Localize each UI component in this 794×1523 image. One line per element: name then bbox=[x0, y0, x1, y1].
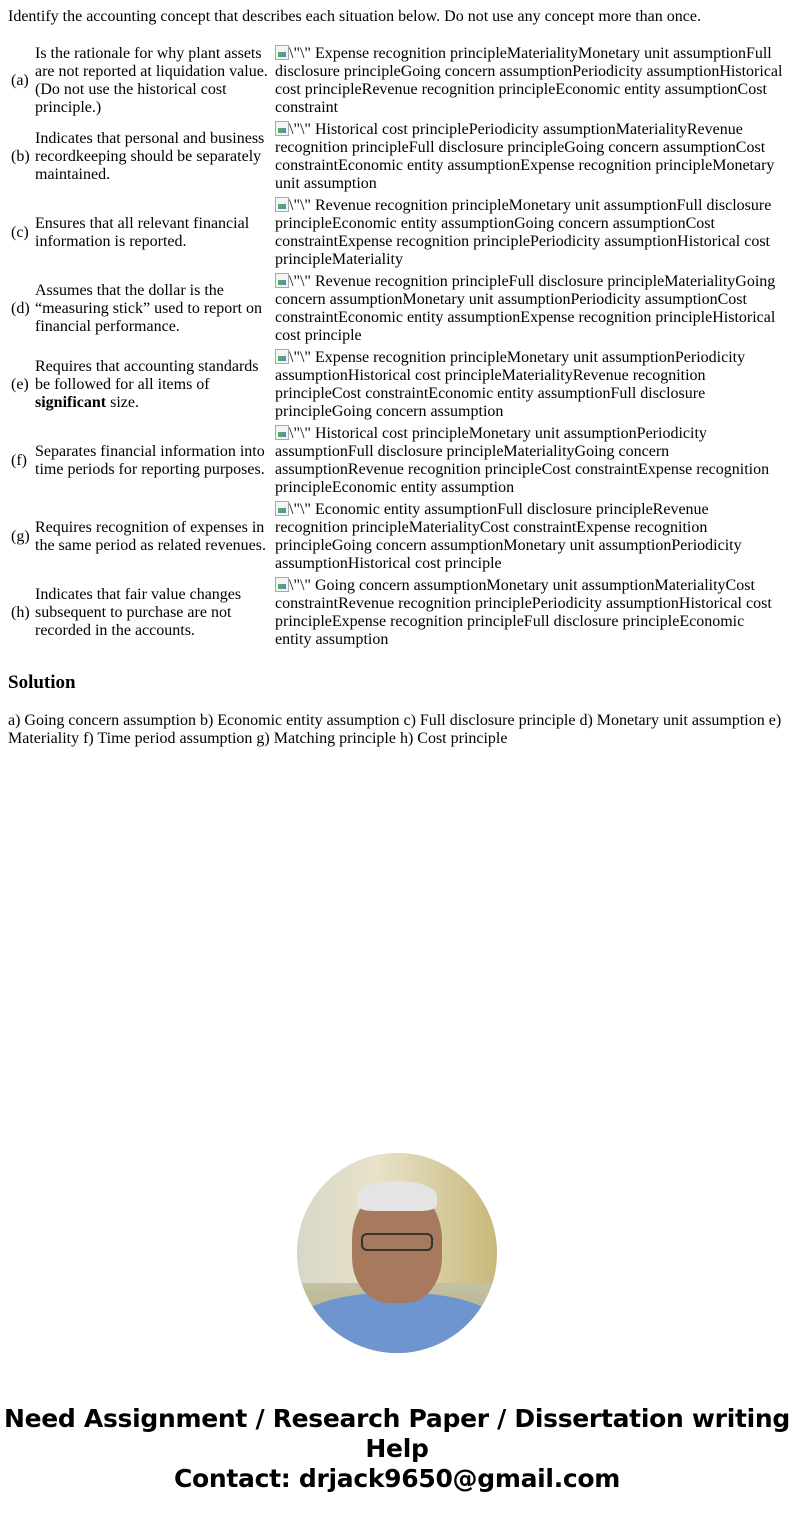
row-label: (b) bbox=[11, 148, 30, 165]
footer-help-text: Need Assignment / Research Paper / Dissertation writing Help bbox=[4, 1404, 790, 1463]
row-label: (f) bbox=[11, 452, 27, 469]
options-text: Historical cost principlePeriodicity assumptionMaterialityRevenue recognition principleFull disclosure principleGoing concern assumptionCost constraintEconomic entity assumptionExpense recognition principleMonetary unit assumption bbox=[275, 121, 775, 192]
broken-image-icon bbox=[275, 121, 289, 136]
question-text: Requires recognition of expenses in the same period as related revenues. bbox=[35, 519, 267, 554]
broken-image-alt: \"\" bbox=[289, 45, 311, 62]
question-row bbox=[10, 44, 784, 118]
question-table bbox=[8, 42, 786, 652]
concept-options[interactable] bbox=[274, 272, 784, 346]
concept-options[interactable] bbox=[274, 44, 784, 118]
broken-image-alt: \"\" bbox=[289, 501, 311, 518]
broken-image-icon bbox=[275, 577, 289, 592]
question-row bbox=[10, 424, 784, 498]
question-text: Indicates that fair value changes subsequent to purchase are not recorded in the accounts. bbox=[35, 586, 242, 639]
glasses-icon bbox=[361, 1233, 433, 1251]
question-text: Is the rationale for why plant assets are not reported at liquidation value. (Do not use the historical cost principle.) bbox=[35, 45, 268, 116]
question-row bbox=[10, 272, 784, 346]
question-row bbox=[10, 120, 784, 194]
concept-options[interactable] bbox=[274, 424, 784, 498]
question-text: Indicates that personal and business recordkeeping should be separately maintained. bbox=[35, 130, 265, 183]
question-part: Requires that accounting standards be followed for all items of bbox=[35, 358, 259, 393]
broken-image-alt: \"\" bbox=[289, 349, 311, 366]
concept-options[interactable] bbox=[274, 500, 784, 574]
options-text: Expense recognition principleMateriality​Monetary unit assumptionFull disclosure principleGoing concern assumptionPeriodicity assumptionHistorical cost principleRevenue recognition principleEconomic entity assumptionCost constraint bbox=[275, 45, 783, 116]
broken-image-icon bbox=[275, 197, 289, 212]
author-avatar bbox=[297, 1153, 497, 1353]
contact-banner bbox=[0, 1404, 794, 1494]
question-row bbox=[10, 348, 784, 422]
broken-image-icon bbox=[275, 273, 289, 288]
question-emphasis: significant bbox=[35, 394, 107, 411]
question-row bbox=[10, 576, 784, 650]
broken-image-icon bbox=[275, 501, 289, 516]
question-text bbox=[34, 348, 272, 422]
row-label: (h) bbox=[11, 604, 30, 621]
question-text: Assumes that the dollar is the “measuring stick” used to report on financial performance. bbox=[35, 282, 263, 335]
options-text: Revenue recognition principleFull disclosure principleMaterialityGoing concern assumptionMonetary unit assumptionPeriodicity assumptionCost constraintEconomic entity assumptionExpense recognition principleHistorical cost principle bbox=[275, 273, 776, 344]
broken-image-alt: \"\" bbox=[289, 577, 311, 594]
row-label: (c) bbox=[11, 224, 29, 241]
options-text: Economic entity assumptionFull disclosure principleRevenue recognition principleMaterialityCost constraintExpense recognition principleGoing concern assumptionMonetary unit assumptionPeriodicity assumptionHistorical cost principle bbox=[275, 501, 742, 572]
solution-heading: Solution bbox=[8, 672, 76, 693]
row-label: (d) bbox=[11, 300, 30, 317]
concept-options[interactable] bbox=[274, 348, 784, 422]
row-label: (a) bbox=[11, 72, 29, 89]
concept-options[interactable] bbox=[274, 120, 784, 194]
broken-image-alt: \"\" bbox=[289, 425, 311, 442]
broken-image-alt: \"\" bbox=[289, 197, 311, 214]
broken-image-alt: \"\" bbox=[289, 121, 311, 138]
concept-options[interactable] bbox=[274, 196, 784, 270]
row-label: (g) bbox=[11, 528, 30, 545]
row-label: (e) bbox=[11, 376, 29, 393]
question-row bbox=[10, 196, 784, 270]
question-part: size. bbox=[106, 394, 139, 411]
solution-text: a) Going concern assumption b) Economic entity assumption c) Full disclosure principle d) Monetary unit assumption e) Materiality f) Time period assumption g) Matching principle h) Cost principle bbox=[8, 712, 782, 747]
question-text: Separates financial information into time periods for reporting purposes. bbox=[35, 443, 265, 478]
concept-options[interactable] bbox=[274, 576, 784, 650]
options-text: Going concern assumptionMonetary unit assumptionMaterialityCost constraintRevenue recognition principlePeriodicity assumptionHistorical cost principleExpense recognition principleFull disclosure principleEconomic entity assumption bbox=[275, 577, 772, 648]
page-content bbox=[0, 0, 794, 756]
intro-text: Identify the accounting concept that describes each situation below. Do not use any concept more than once. bbox=[8, 8, 701, 25]
options-text: Revenue recognition principleMonetary unit assumptionFull disclosure principleEconomic entity assumptionGoing concern assumptionCost constraintExpense recognition principlePeriodicity assumptionHistorical cost principleMateriality bbox=[275, 197, 772, 268]
broken-image-icon bbox=[275, 349, 289, 364]
options-text: Expense recognition principleMonetary unit assumptionPeriodicity assumptionHistorical cost principleMaterialityRevenue recognition principleCost constraintEconomic entity assumptionFull disclosure principleGoing concern assumption bbox=[275, 349, 746, 420]
broken-image-icon bbox=[275, 425, 289, 440]
question-row bbox=[10, 500, 784, 574]
options-text: Historical cost principleMonetary unit assumptionPeriodicity assumptionFull disclosure principleMaterialityGoing concern assumptionRevenue recognition principleCost constraintExpense recognition principleEconomic entity assumption bbox=[275, 425, 770, 496]
footer-contact-email[interactable]: Contact: drjack9650@gmail.com bbox=[173, 1464, 621, 1493]
question-text: Ensures that all relevant financial information is reported. bbox=[35, 215, 250, 250]
broken-image-alt: \"\" bbox=[289, 273, 311, 290]
broken-image-icon bbox=[275, 45, 289, 60]
